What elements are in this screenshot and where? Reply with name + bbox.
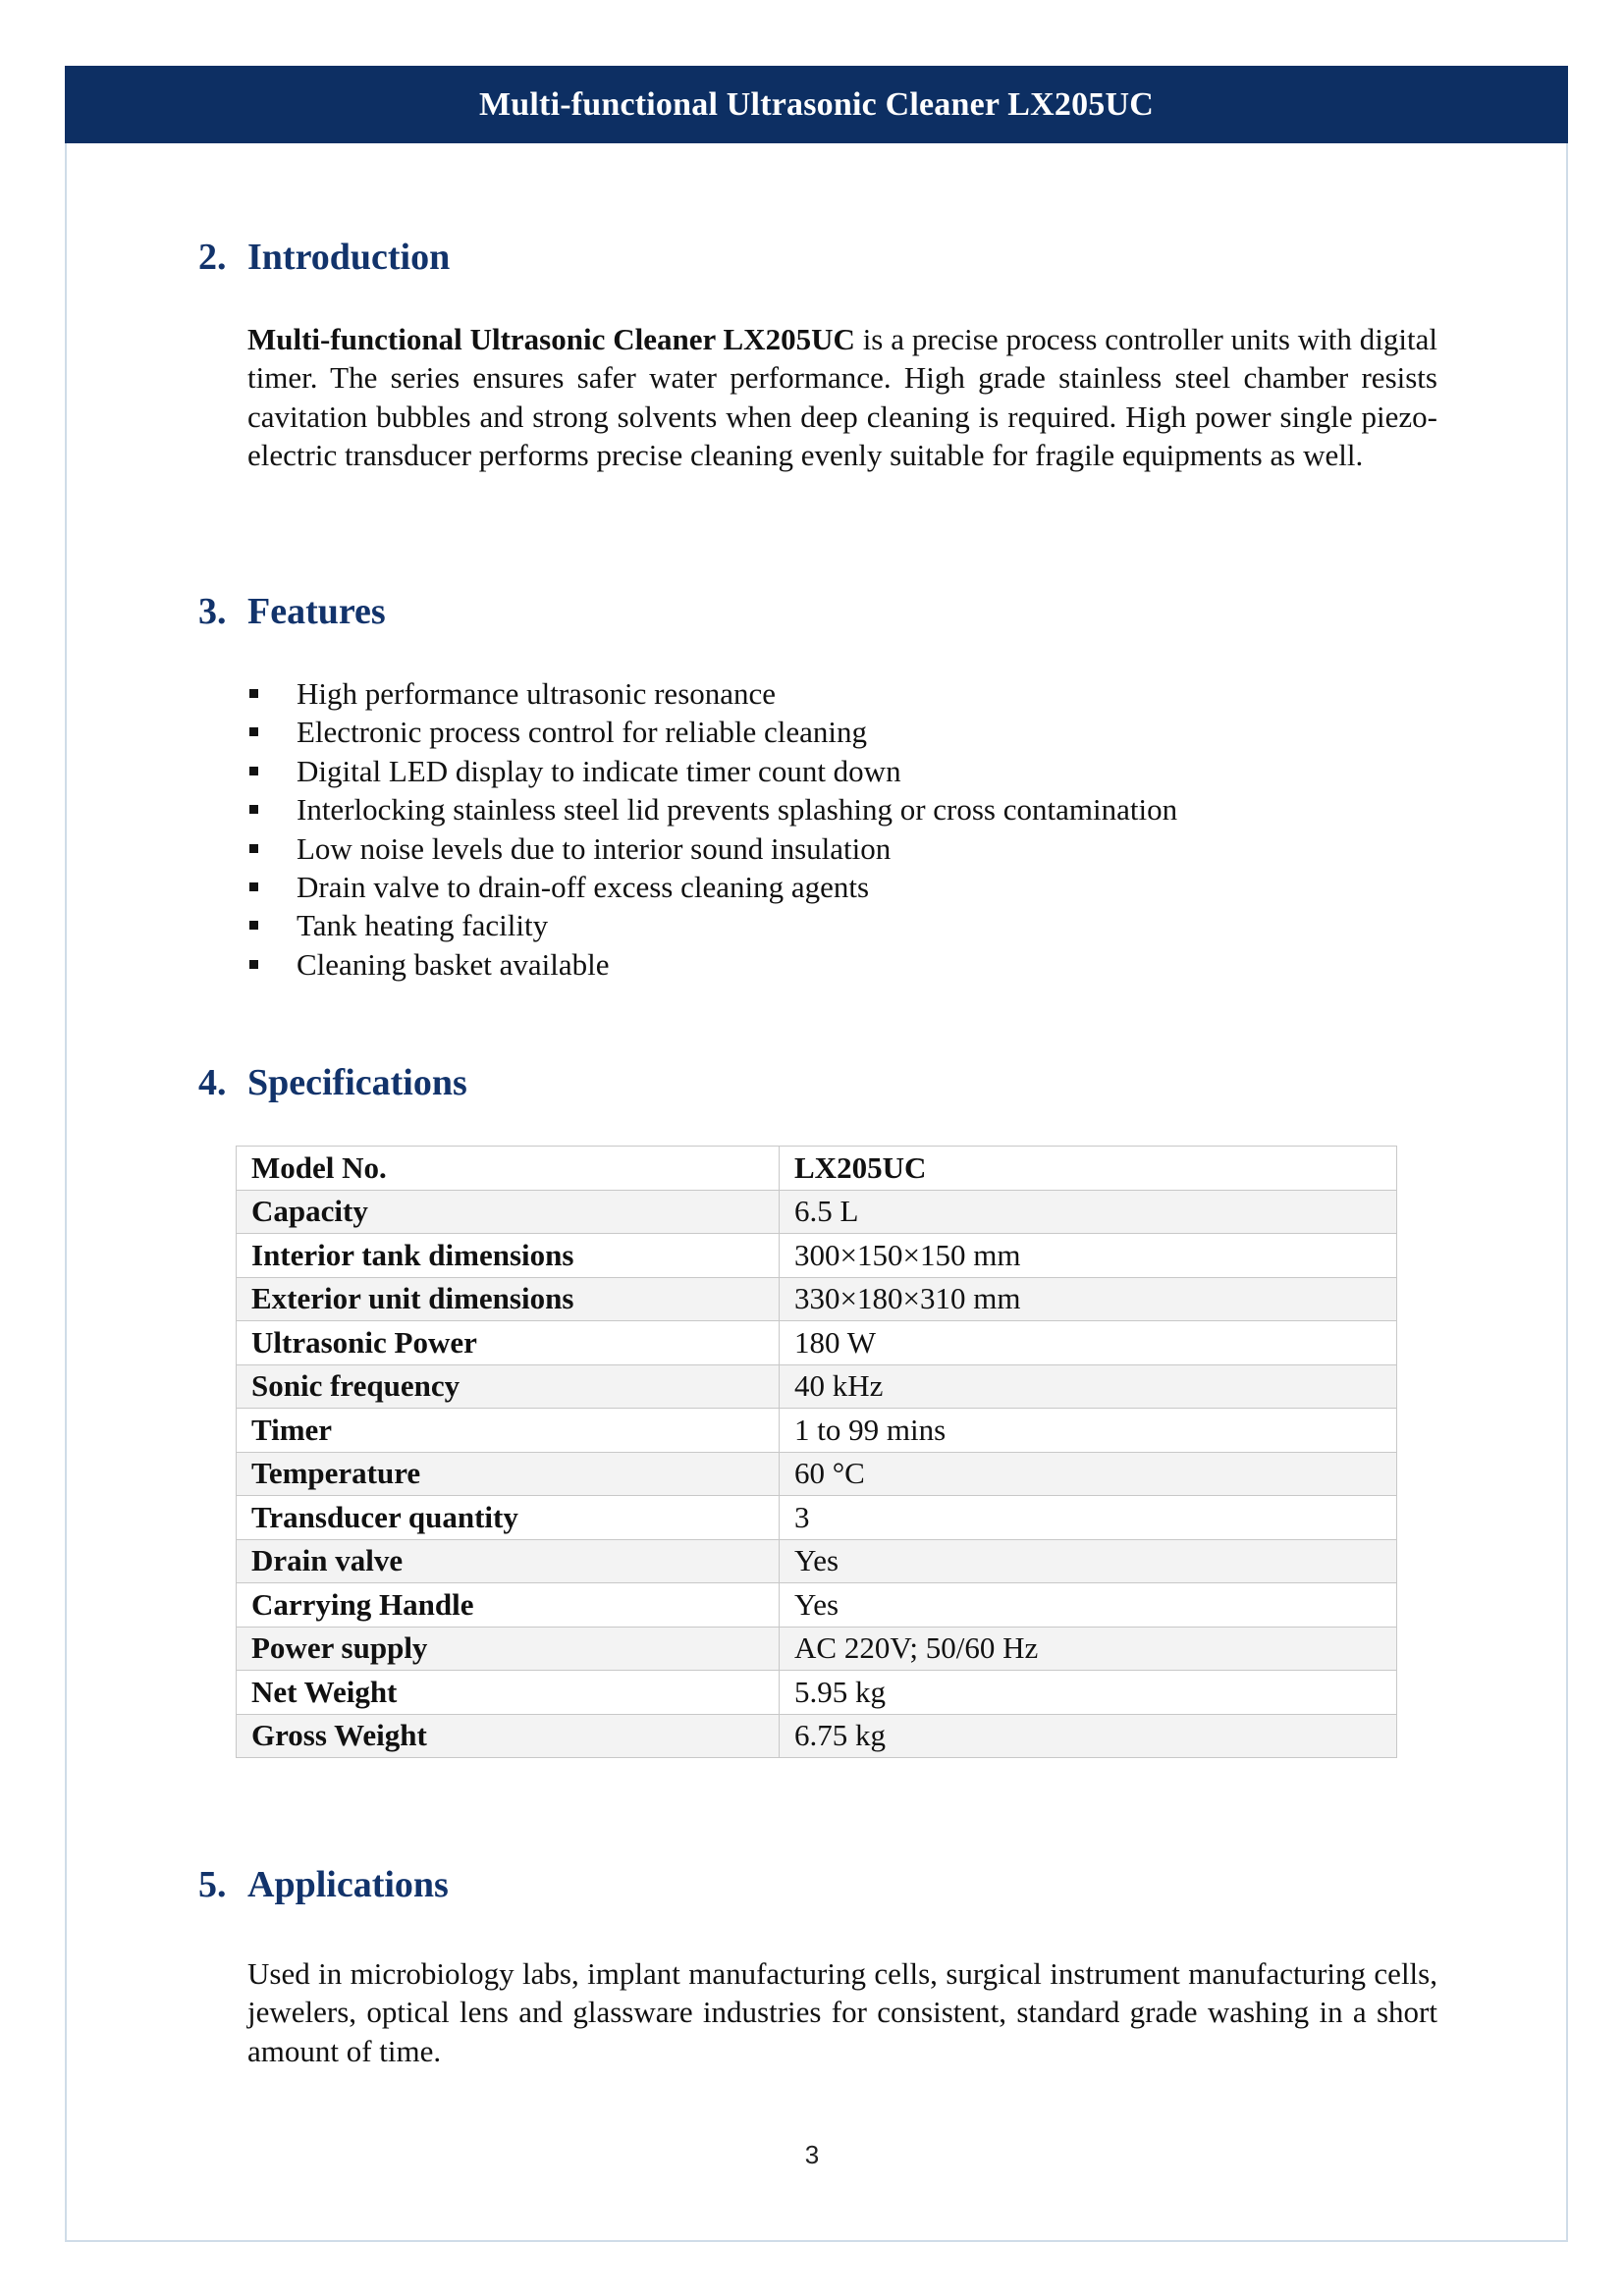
features-heading <box>198 590 386 633</box>
spec-value: 40 kHz <box>780 1364 1397 1409</box>
table-row <box>237 1409 1397 1453</box>
spec-value: 60 °C <box>780 1452 1397 1496</box>
table-row <box>237 1583 1397 1628</box>
spec-label: Interior tank dimensions <box>237 1234 780 1278</box>
table-row <box>237 1539 1397 1583</box>
table-row <box>237 1190 1397 1234</box>
feature-text: Interlocking stainless steel lid prevents splashing or cross contamination <box>297 792 1178 828</box>
specifications-heading <box>198 1061 467 1104</box>
table-row <box>237 1277 1397 1321</box>
applications-heading <box>198 1863 449 1906</box>
document-title: Multi-functional Ultrasonic Cleaner LX205UC <box>479 85 1154 123</box>
introduction-heading <box>198 236 450 279</box>
square-bullet-icon <box>249 805 258 814</box>
section-title: Introduction <box>247 237 451 278</box>
spec-value: 3 <box>780 1496 1397 1540</box>
list-item <box>247 674 1177 713</box>
section-title: Features <box>247 591 386 632</box>
spec-value: Yes <box>780 1539 1397 1583</box>
feature-text: Digital LED display to indicate timer count down <box>297 753 901 788</box>
list-item <box>247 906 1177 944</box>
square-bullet-icon <box>249 727 258 736</box>
features-list <box>247 674 1177 984</box>
spec-label: Temperature <box>237 1452 780 1496</box>
spec-label: Drain valve <box>237 1539 780 1583</box>
page-number: 3 <box>804 2140 820 2169</box>
spec-label: Ultrasonic Power <box>237 1321 780 1365</box>
spec-value: 6.75 kg <box>780 1714 1397 1758</box>
section-number: 3. <box>198 591 227 632</box>
table-row <box>237 1234 1397 1278</box>
spec-label: Power supply <box>237 1627 780 1671</box>
introduction-paragraph <box>247 320 1437 475</box>
spec-label: Transducer quantity <box>237 1496 780 1540</box>
spec-label: Exterior unit dimensions <box>237 1277 780 1321</box>
square-bullet-icon <box>249 921 258 930</box>
table-row <box>237 1147 1397 1191</box>
feature-text: Electronic process control for reliable cleaning <box>297 715 867 750</box>
spec-label: Net Weight <box>237 1671 780 1715</box>
spec-value: 6.5 L <box>780 1190 1397 1234</box>
spec-label: Capacity <box>237 1190 780 1234</box>
list-item <box>247 829 1177 868</box>
document-header <box>65 66 1568 143</box>
square-bullet-icon <box>249 882 258 891</box>
square-bullet-icon <box>249 767 258 775</box>
list-item <box>247 868 1177 906</box>
feature-text: High performance ultrasonic resonance <box>297 676 777 711</box>
spec-value: Yes <box>780 1583 1397 1628</box>
feature-text: Cleaning basket available <box>297 946 610 982</box>
square-bullet-icon <box>249 844 258 853</box>
section-number: 2. <box>198 237 227 278</box>
table-row <box>237 1364 1397 1409</box>
table-row <box>237 1671 1397 1715</box>
list-item <box>247 790 1177 828</box>
spec-value: 180 W <box>780 1321 1397 1365</box>
feature-text: Drain valve to drain-off excess cleaning agents <box>297 870 870 905</box>
spec-label: Carrying Handle <box>237 1583 780 1628</box>
table-row <box>237 1627 1397 1671</box>
section-title: Specifications <box>247 1062 467 1103</box>
section-title: Applications <box>247 1864 449 1905</box>
product-name: Multi-functional Ultrasonic Cleaner LX205UC <box>247 322 855 356</box>
spec-value: 5.95 kg <box>780 1671 1397 1715</box>
spec-label: Timer <box>237 1409 780 1453</box>
square-bullet-icon <box>249 689 258 698</box>
applications-paragraph: Used in microbiology labs, implant manufacturing cells, surgical instrument manufacturing cells, jewelers, optical lens and glassware industries for consistent, standard grade washing in a short amount of time. <box>247 1956 1437 2068</box>
specifications-table <box>236 1146 1397 1758</box>
spec-value: AC 220V; 50/60 Hz <box>780 1627 1397 1671</box>
spec-label: Sonic frequency <box>237 1364 780 1409</box>
spec-value: 330×180×310 mm <box>780 1277 1397 1321</box>
list-item <box>247 713 1177 751</box>
spec-label: Gross Weight <box>237 1714 780 1758</box>
table-row <box>237 1714 1397 1758</box>
list-item <box>247 752 1177 790</box>
table-row <box>237 1452 1397 1496</box>
section-number: 4. <box>198 1062 227 1103</box>
spec-value: 300×150×150 mm <box>780 1234 1397 1278</box>
spec-label: Model No. <box>237 1147 780 1191</box>
spec-value: 1 to 99 mins <box>780 1409 1397 1453</box>
list-item <box>247 945 1177 984</box>
section-number: 5. <box>198 1864 227 1905</box>
feature-text: Tank heating facility <box>297 908 549 943</box>
square-bullet-icon <box>249 960 258 969</box>
spec-value: LX205UC <box>780 1147 1397 1191</box>
introduction-text: is a precise process controller units with digital timer. The series ensures safer water performance. High grade stainless steel chamber resists cavitation bubbles and strong solvents when deep cleaning is required. High power single piezo-electric transducer performs precise cleaning evenly suitable for fragile equipments as well. <box>247 322 1437 473</box>
feature-text: Low noise levels due to interior sound insulation <box>297 830 892 866</box>
table-row <box>237 1321 1397 1365</box>
table-row <box>237 1496 1397 1540</box>
